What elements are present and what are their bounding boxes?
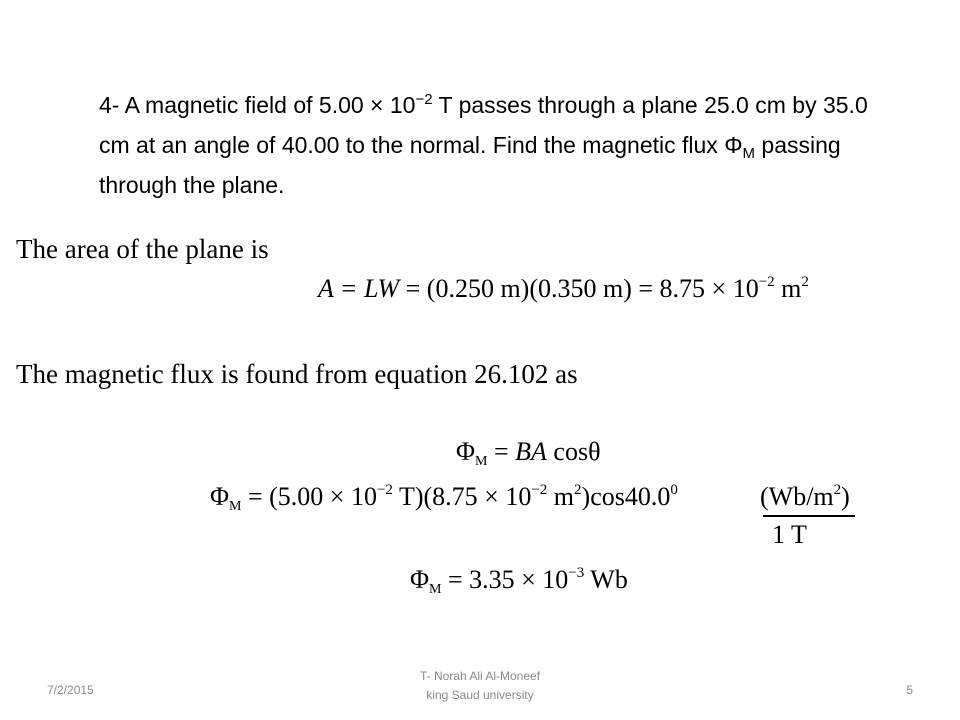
eq2-exp3: 2 [574, 482, 582, 498]
problem-exponent: −2 [415, 91, 433, 108]
problem-statement [99, 85, 899, 205]
phi-subscript: M [429, 582, 442, 597]
eq1-ba: BA [515, 437, 547, 466]
flux-formula [456, 437, 601, 467]
numerator-close: ) [841, 482, 850, 511]
footer-institution: king Saud university [426, 688, 534, 702]
flux-result [410, 565, 628, 595]
phi-symbol: Φ [456, 437, 476, 466]
eq2-part2: T)(8.75 × 10 [392, 482, 532, 511]
phi-subscript: M [229, 499, 242, 514]
unit-conversion-fraction [760, 482, 864, 552]
eq2-exp1: −2 [376, 482, 393, 498]
phi-subscript: M [475, 454, 488, 469]
eq1-equals: = [487, 437, 516, 466]
eq1-cos: cosθ [546, 437, 601, 466]
footer-date: 7/2/2015 [47, 683, 94, 697]
problem-text-start: 4- A magnetic field of 5.00 × 10 [99, 92, 416, 118]
numerator-exponent: 2 [833, 482, 842, 498]
eq2-exp2: −2 [531, 482, 548, 498]
footer-author: T- Norah Ali Al-Moneef [419, 669, 541, 683]
fraction-numerator [760, 482, 850, 512]
phi-symbol: Φ [410, 565, 430, 594]
problem-text-middle: T passes through a plane 25.0 cm by 35.0 cm at an angle of 40.00 to the normal. Find the magnetic flux Φ [99, 92, 868, 158]
flux-substitution [210, 482, 678, 512]
eq2-exp4: 0 [670, 482, 678, 498]
fraction-denominator: 1 T [772, 520, 807, 549]
eq2-part3: m [547, 482, 575, 511]
area-eq-rhs: = (0.250 m)(0.350 m) = 8.75 × 10 [399, 274, 759, 303]
problem-subscript: M [742, 145, 756, 162]
eq3-exp1: −3 [568, 565, 585, 581]
footer-author-block [330, 667, 630, 705]
fraction-bar [763, 515, 855, 517]
area-intro-text: The area of the plane is [16, 234, 269, 264]
area-eq-exponent: −2 [758, 274, 775, 290]
area-equation [318, 274, 809, 304]
eq2-part1: = (5.00 × 10 [241, 482, 377, 511]
area-eq-unit: m [774, 274, 802, 303]
phi-symbol: Φ [210, 482, 230, 511]
numerator-text: (Wb/m [760, 482, 834, 511]
area-eq-unit-exponent: 2 [801, 274, 809, 290]
flux-intro-text: The magnetic flux is found from equation 26.102 as [16, 359, 578, 389]
eq2-part4: )cos40.0 [581, 482, 671, 511]
eq3-part1: = 3.35 × 10 [441, 565, 569, 594]
area-eq-lhs: A = LW [318, 274, 400, 303]
eq3-part2: Wb [584, 565, 628, 594]
page-number: 5 [906, 683, 913, 697]
problem-text-end: passing through the plane. [99, 132, 841, 198]
